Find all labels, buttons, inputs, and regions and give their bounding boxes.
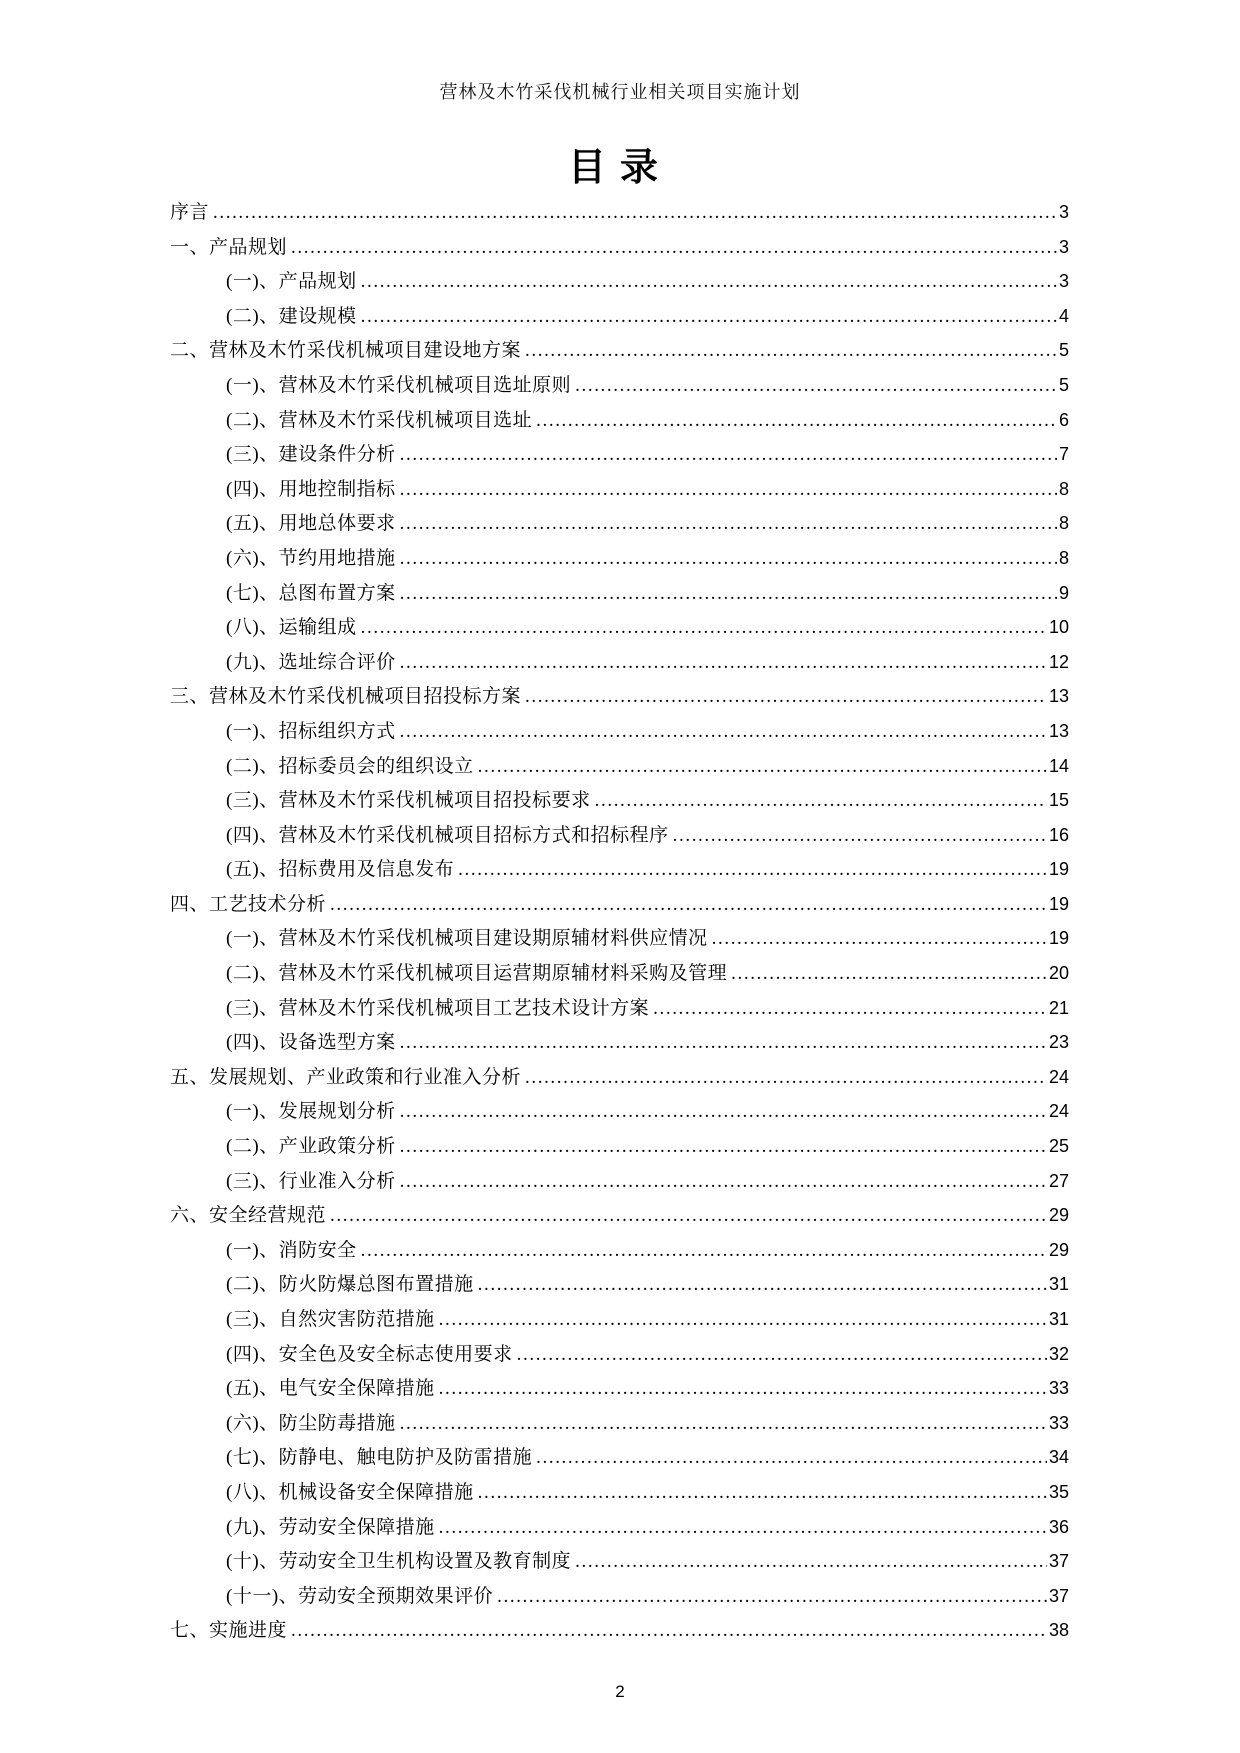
toc-page-number: 20 — [1048, 963, 1069, 984]
toc-page-number: 19 — [1048, 928, 1069, 949]
toc-page-number: 13 — [1048, 686, 1069, 707]
toc-leader-dots — [712, 928, 1047, 950]
toc-page-number: 15 — [1048, 790, 1069, 811]
toc-leader-dots — [291, 1620, 1047, 1642]
toc-entry[interactable] — [170, 820, 1069, 855]
toc-entry[interactable] — [170, 439, 1069, 474]
toc-leader-dots — [400, 513, 1057, 535]
toc-entry-label: (三)、自然灾害防范措施 — [226, 1309, 435, 1330]
toc-leader-dots — [400, 721, 1047, 743]
toc-entry-label: (二)、营林及木竹采伐机械项目运营期原辅材料采购及管理 — [226, 963, 728, 985]
toc-leader-dots — [478, 756, 1047, 778]
toc-leader-dots — [673, 825, 1047, 847]
toc-page-number: 19 — [1048, 859, 1069, 880]
toc-leader-dots — [575, 375, 1057, 397]
toc-entry-label: 二、营林及木竹采伐机械项目建设地方案 — [170, 340, 522, 362]
toc-leader-dots — [213, 202, 1057, 224]
toc-page-number: 32 — [1048, 1343, 1069, 1364]
footer-page-number: 2 — [615, 1682, 625, 1701]
toc-leader-dots — [536, 1447, 1047, 1469]
toc-page-number: 36 — [1048, 1516, 1069, 1537]
toc-entry[interactable] — [170, 1235, 1069, 1270]
toc-entry-label: 六、安全经营规范 — [170, 1205, 327, 1227]
toc-entry[interactable] — [170, 1200, 1069, 1235]
toc-entry-label: (二)、建设规模 — [226, 305, 357, 327]
toc-leader-dots — [458, 859, 1047, 881]
toc-page-number: 35 — [1048, 1481, 1069, 1502]
toc-leader-dots — [731, 963, 1047, 985]
toc-leader-dots — [595, 790, 1047, 812]
toc-leader-dots — [536, 410, 1057, 432]
toc-leader-dots — [400, 652, 1047, 674]
toc-leader-dots — [575, 1551, 1047, 1573]
toc-page-number: 31 — [1048, 1309, 1069, 1329]
toc-page-number: 14 — [1048, 755, 1069, 776]
toc-entry-label: (一)、发展规划分析 — [226, 1101, 396, 1123]
toc-entry[interactable] — [170, 958, 1069, 993]
toc-entry[interactable] — [170, 266, 1069, 301]
toc-leader-dots — [439, 1517, 1047, 1539]
toc-page-number: 5 — [1058, 374, 1069, 395]
toc-leader-dots — [478, 1274, 1047, 1296]
toc-entry-label: (一)、消防安全 — [226, 1239, 357, 1261]
toc-entry[interactable] — [170, 1062, 1069, 1097]
toc-page-number: 37 — [1048, 1585, 1069, 1606]
toc-entry[interactable] — [170, 405, 1069, 440]
toc-leader-dots — [361, 617, 1047, 639]
toc-entry-label: (七)、防静电、触电防护及防雷措施 — [226, 1447, 533, 1469]
toc-leader-dots — [400, 1413, 1047, 1435]
toc-entry[interactable] — [170, 578, 1069, 613]
toc-entry-label: 四、工艺技术分析 — [170, 893, 327, 915]
toc-entry[interactable] — [170, 1304, 1069, 1339]
toc-entry-label: (十)、劳动安全卫生机构设置及教育制度 — [226, 1551, 572, 1573]
toc-page-number: 19 — [1048, 893, 1069, 914]
toc-entry-label: (四)、设备选型方案 — [226, 1032, 396, 1054]
toc-entry[interactable] — [170, 1581, 1069, 1616]
toc-entry-label: 序言 — [170, 202, 210, 223]
toc-entry-label: 一、产品规划 — [170, 236, 288, 258]
toc-entry[interactable] — [170, 370, 1069, 405]
toc-entry-label: (七)、总图布置方案 — [226, 582, 396, 604]
toc-leader-dots — [439, 1378, 1047, 1400]
toc-entry[interactable] — [170, 785, 1069, 820]
toc-entry-label: (六)、防尘防毒措施 — [226, 1412, 396, 1434]
toc-entry-label: (五)、电气安全保障措施 — [226, 1378, 435, 1400]
toc-entry[interactable] — [170, 1373, 1069, 1408]
toc-leader-dots — [400, 1032, 1047, 1054]
toc-page-number: 8 — [1058, 513, 1069, 534]
table-of-contents — [170, 197, 1069, 1650]
toc-leader-dots — [400, 548, 1057, 570]
toc-leader-dots — [439, 1309, 1047, 1331]
toc-entry-label: (八)、运输组成 — [226, 617, 357, 639]
toc-leader-dots — [361, 1240, 1047, 1262]
toc-page-number: 33 — [1048, 1412, 1069, 1433]
toc-entry[interactable] — [170, 1339, 1069, 1374]
toc-entry-label: 七、实施进度 — [170, 1620, 288, 1642]
toc-entry[interactable] — [170, 889, 1069, 924]
toc-page-number: 24 — [1048, 1066, 1069, 1087]
toc-entry[interactable] — [170, 751, 1069, 786]
toc-page-number: 10 — [1048, 617, 1069, 638]
toc-entry[interactable] — [170, 1166, 1069, 1201]
toc-entry-label: (四)、安全色及安全标志使用要求 — [226, 1343, 513, 1365]
document-header-title: 营林及木竹采伐机械行业相关项目实施计划 — [439, 82, 801, 102]
toc-entry[interactable] — [170, 612, 1069, 647]
toc-entry[interactable] — [170, 301, 1069, 336]
toc-page-number: 12 — [1048, 651, 1069, 672]
toc-page-number: 23 — [1048, 1032, 1069, 1053]
toc-entry-label: (四)、用地控制指标 — [226, 478, 396, 500]
toc-entry-label: (一)、产品规划 — [226, 271, 357, 293]
toc-leader-dots — [517, 1344, 1047, 1366]
toc-title: 目录 — [567, 147, 672, 189]
toc-entry[interactable] — [170, 1096, 1069, 1131]
toc-page-number: 34 — [1048, 1447, 1069, 1468]
toc-leader-dots — [525, 686, 1047, 708]
toc-entry-label: (一)、营林及木竹采伐机械项目建设期原辅材料供应情况 — [226, 928, 708, 950]
toc-page-number: 5 — [1058, 340, 1069, 361]
toc-page-number: 33 — [1048, 1378, 1069, 1399]
toc-entry[interactable] — [170, 1442, 1069, 1477]
toc-entry-label: (五)、用地总体要求 — [226, 513, 396, 535]
toc-entry[interactable] — [170, 923, 1069, 958]
toc-entry-label: (一)、招标组织方式 — [226, 720, 396, 742]
toc-entry-label: (九)、劳动安全保障措施 — [226, 1516, 435, 1538]
toc-entry[interactable] — [170, 681, 1069, 716]
toc-page-number: 27 — [1048, 1170, 1069, 1191]
toc-entry-label: (二)、产业政策分析 — [226, 1136, 396, 1158]
toc-entry-label: (二)、防火防爆总图布置措施 — [226, 1274, 474, 1296]
toc-leader-dots — [400, 479, 1057, 501]
toc-entry[interactable] — [170, 1477, 1069, 1512]
toc-page-number: 16 — [1048, 824, 1069, 845]
toc-leader-dots — [330, 894, 1047, 916]
toc-leader-dots — [400, 1101, 1047, 1123]
toc-page-number: 38 — [1048, 1620, 1069, 1641]
toc-entry-label: (一)、营林及木竹采伐机械项目选址原则 — [226, 374, 572, 396]
toc-entry-label: (八)、机械设备安全保障措施 — [226, 1481, 474, 1503]
toc-entry-label: 三、营林及木竹采伐机械项目招投标方案 — [170, 686, 522, 708]
toc-entry[interactable] — [170, 854, 1069, 889]
toc-entry-label: (三)、行业准入分析 — [226, 1170, 396, 1192]
toc-entry[interactable] — [170, 1269, 1069, 1304]
toc-entry[interactable] — [170, 543, 1069, 578]
toc-entry-label: (十一)、劳动安全预期效果评价 — [226, 1585, 494, 1607]
toc-leader-dots — [291, 237, 1057, 259]
toc-page-number: 29 — [1048, 1239, 1069, 1260]
toc-entry-label: (二)、营林及木竹采伐机械项目选址 — [226, 409, 533, 431]
toc-page-number: 31 — [1048, 1274, 1069, 1295]
toc-entry[interactable] — [170, 474, 1069, 509]
toc-entry-label: (三)、建设条件分析 — [226, 444, 396, 466]
toc-leader-dots — [361, 306, 1057, 328]
toc-page-number: 3 — [1058, 271, 1069, 292]
toc-page-number: 3 — [1058, 202, 1069, 222]
toc-leader-dots — [497, 1586, 1047, 1608]
toc-entry-label: (二)、招标委员会的组织设立 — [226, 755, 474, 777]
toc-entry-label: (六)、节约用地措施 — [226, 547, 396, 569]
toc-leader-dots — [361, 271, 1057, 293]
toc-entry[interactable] — [170, 508, 1069, 543]
toc-entry-label: (五)、招标费用及信息发布 — [226, 859, 455, 881]
toc-entry[interactable] — [170, 716, 1069, 751]
toc-entry[interactable] — [170, 1408, 1069, 1443]
toc-entry[interactable] — [170, 1027, 1069, 1062]
toc-page-number: 4 — [1058, 305, 1069, 326]
toc-entry[interactable] — [170, 1512, 1069, 1547]
toc-page-number: 29 — [1048, 1205, 1069, 1226]
toc-entry[interactable] — [170, 335, 1069, 370]
toc-entry[interactable] — [170, 993, 1069, 1028]
toc-entry-label: (三)、营林及木竹采伐机械项目工艺技术设计方案 — [226, 997, 650, 1019]
toc-leader-dots — [525, 1067, 1047, 1089]
toc-entry-label: (九)、选址综合评价 — [226, 651, 396, 673]
toc-leader-dots — [478, 1482, 1047, 1504]
toc-page-number: 24 — [1048, 1101, 1069, 1122]
toc-entry[interactable] — [170, 1546, 1069, 1581]
toc-leader-dots — [400, 1136, 1047, 1158]
toc-entry-label: (三)、营林及木竹采伐机械项目招投标要求 — [226, 790, 591, 812]
toc-page-number: 8 — [1058, 547, 1069, 568]
toc-entry[interactable] — [170, 647, 1069, 682]
toc-entry[interactable] — [170, 232, 1069, 267]
toc-leader-dots — [525, 340, 1057, 362]
toc-page-number: 7 — [1058, 444, 1069, 465]
toc-page-number: 13 — [1048, 720, 1069, 741]
toc-entry[interactable] — [170, 197, 1069, 232]
toc-page-number: 3 — [1058, 236, 1069, 257]
toc-entry[interactable] — [170, 1131, 1069, 1166]
toc-leader-dots — [653, 998, 1047, 1020]
toc-page-number: 25 — [1048, 1136, 1069, 1157]
toc-page-number: 8 — [1058, 478, 1069, 499]
toc-entry-label: (四)、营林及木竹采伐机械项目招标方式和招标程序 — [226, 824, 669, 846]
toc-page-number: 6 — [1058, 409, 1069, 430]
toc-page-number: 21 — [1048, 997, 1069, 1018]
toc-leader-dots — [330, 1205, 1047, 1227]
toc-leader-dots — [400, 583, 1057, 605]
toc-page-number: 9 — [1058, 582, 1069, 603]
toc-leader-dots — [400, 444, 1057, 466]
toc-entry-label: 五、发展规划、产业政策和行业准入分析 — [170, 1066, 522, 1088]
toc-leader-dots — [400, 1171, 1047, 1193]
toc-page-number: 37 — [1048, 1551, 1069, 1572]
toc-entry[interactable] — [170, 1615, 1069, 1650]
